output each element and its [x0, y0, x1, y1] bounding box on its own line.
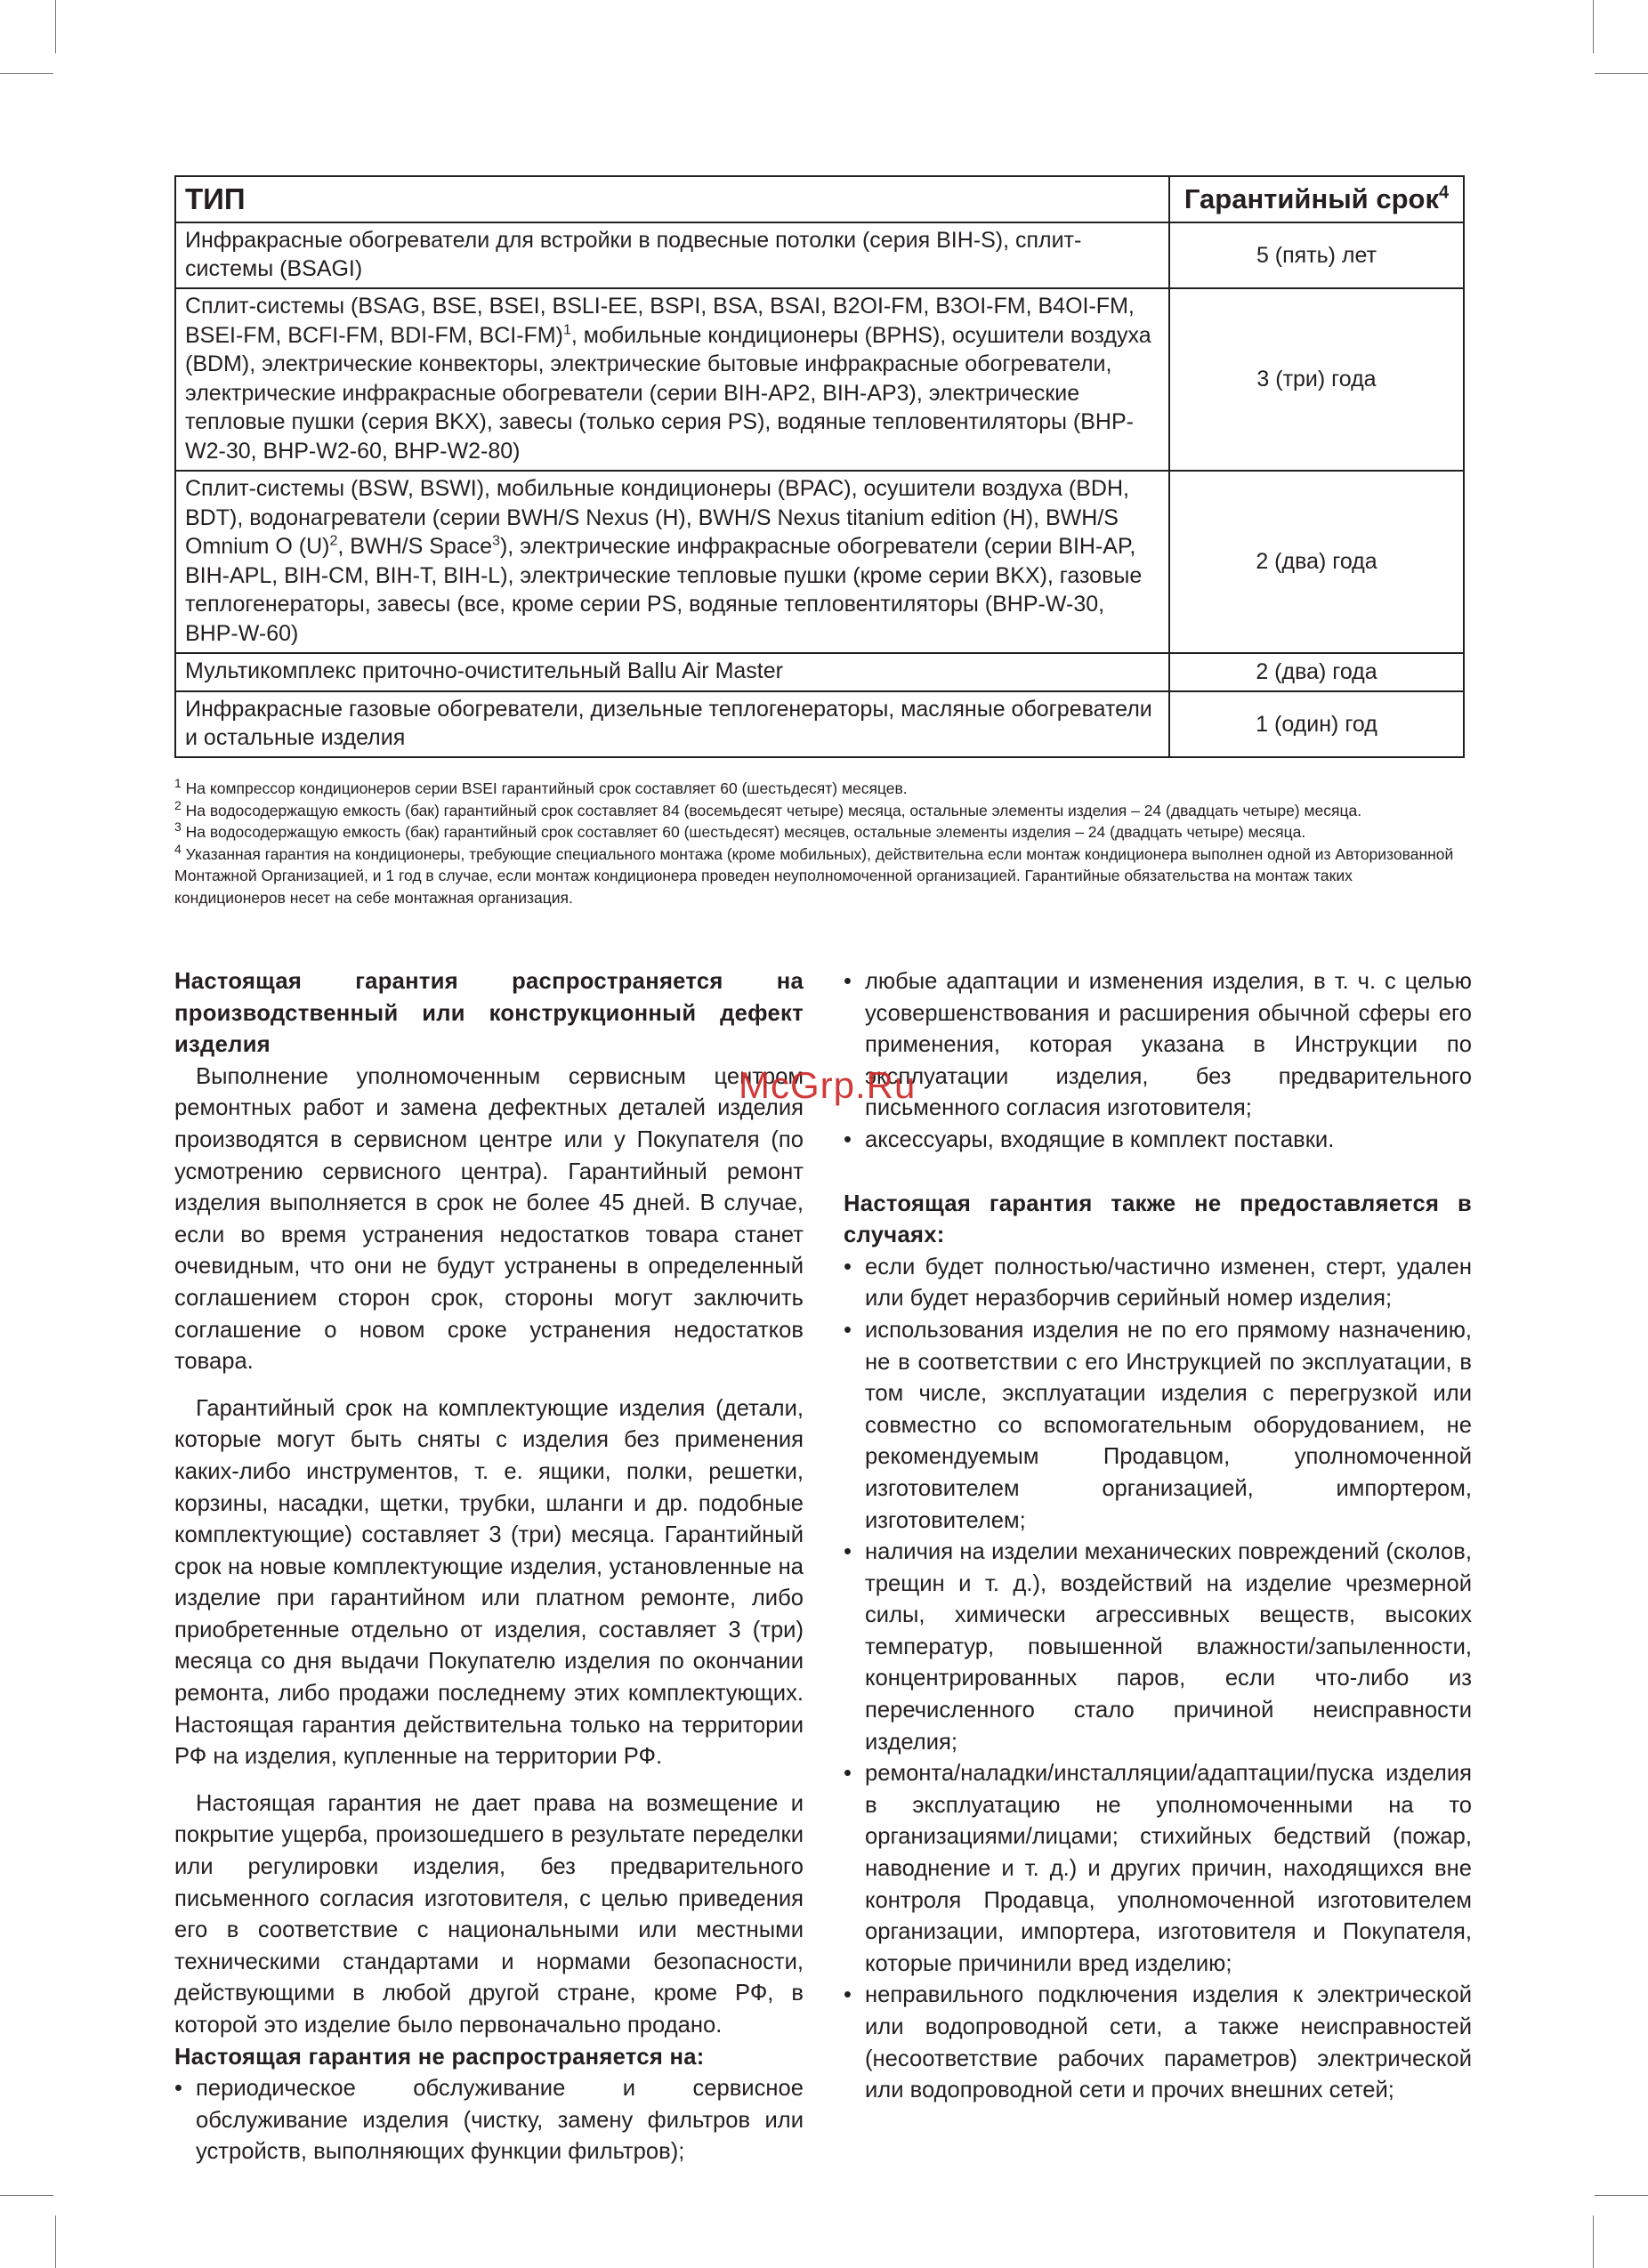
list-item: • любые адаптации и изменения изделия, в т. ч. с целью усовершенствования и расширения обычной сферы его применения, которая указана в Инструкции по эксплуатации изделия, без предварительного письменного согласия изготовителя;: [844, 966, 1472, 1125]
list-item: • наличия на изделии механических повреждений (сколов, трещин и т. д.), воздействий на изделие чрезмерной силы, химически агрессивных веществ, высоких температур, повышенной влажности/запыленности, концентрированных паров, если что-либо из перечисленного стало причиной неисправности изделия;: [844, 1537, 1472, 1758]
list-item: • аксессуары, входящие в комплект поставки.: [844, 1125, 1472, 1157]
watermark: McGrp.Ru: [739, 1064, 917, 1106]
table-row: [175, 288, 1464, 471]
table-row: [175, 691, 1464, 757]
row-type: Сплит-системы (BSAG, BSE, BSEI, BSLI-EE, BSPI, BSA, BSAI, B2OI-FM, B3OI-FM, B4OI-FM, BSEI-FM, BCFI-FM, BDI-FM, BCI-FM)$^1$, мобильные кондиционеры (BPHS), осушители воздуха (BDM), электрические конвекторы, электрические бытовые инфракрасные обогреватели, электрические инфракрасные обогреватели (серии BIH-AP2, BIH-AP3), электрические тепловые пушки (серия BKX), завесы (только серия PS), водяные тепловентиляторы (BHP-W2-30, BHP-W2-60, BHP-W2-80): [175, 288, 1169, 471]
paragraph: Выполнение уполномоченным сервисным центром ремонтных работ и замена дефектных деталей изделия производятся в сервисном центре или у Покупателя (по усмотрению сервисного центра). Гарантийный ремонт изделия выполняется в срок не более 45 дней. В случае, если во время устранения недостатков товара станет очевидным, что они не будут устранены в определенный соглашением сторон срок, стороны могут заключить соглашение о новом сроке устранения недостатков товара.: [174, 1063, 804, 1375]
warranty-table: [174, 175, 1465, 758]
section-heading: Настоящая гарантия не распространяется на:: [174, 2044, 705, 2070]
crop-mark: [0, 73, 53, 74]
footnotes: [174, 778, 1466, 908]
column-header-type: ТИП: [175, 176, 1169, 222]
row-term: 2 (два) года: [1169, 653, 1464, 691]
table-row: [175, 653, 1464, 691]
row-type: Мультикомплекс приточно-очистительный Ballu Air Master: [175, 653, 1169, 691]
row-type: Инфракрасные газовые обогреватели, дизельные теплогенераторы, масляные обогреватели и остальные изделия: [175, 691, 1169, 757]
paragraph: Настоящая гарантия не дает права на возмещение и покрытие ущерба, произошедшего в результате переделки или регулировки изделия, без предварительного письменного согласия изготовителя, с целью приведения его в соответствие с национальными или местными техническими стандартами и нормами безопасности, действующими в любой другой стране, кроме РФ, в которой это изделие было первоначально продано.: [174, 1790, 804, 2038]
crop-mark: [55, 2216, 56, 2268]
table-row: [175, 222, 1464, 288]
row-term: 1 (один) год: [1169, 691, 1464, 757]
row-term: 3 (три) года: [1169, 288, 1464, 471]
footnote-1: $^1$ На компрессор кондиционеров серии BSEI гарантийный срок составляет 60 (шестьдесят) месяцев.: [174, 776, 908, 797]
footnote-3: $^3$ На водосодержащую емкость (бак) гарантийный срок составляет 60 (шестьдесят) месяцев, остальные элементы изделия – 24 (двадцать четыре) месяца.: [174, 819, 1306, 841]
list-item: • периодическое обслуживание и сервисное обслуживание изделия (чистку, замену фильтров или устройств, выполняющих функции фильтров);: [174, 2073, 804, 2168]
list-item: • неправильного подключения изделия к электрической или водопроводной сети, а также неисправностей (несоответствие рабочих параметров) электрической или водопроводной сети и прочих внешних сетей;: [844, 1980, 1472, 2106]
section-heading: Настоящая гарантия также не предоставляется в случаях:: [844, 1190, 1472, 1248]
section-heading: Настоящая гарантия распространяется на производственный или конструкционный дефект изделия: [174, 969, 804, 1058]
crop-mark: [0, 2195, 53, 2196]
list-item: • ремонта/наладки/инсталляции/адаптации/пуска изделия в эксплуатацию не уполномоченными на то организациями/лицами; стихийных бедствий (пожар, наводнение и т. д.) и других причин, находящихся вне контроля Продавца, уполномоченной изготовителем организации, импортера, изготовителя и Покупателя, которые причинили вред изделию;: [844, 1758, 1472, 1980]
column-header-term: Гарантийный срок$^4$: [1169, 176, 1464, 222]
row-type: Сплит-системы (BSW, BSWI), мобильные кондиционеры (BPAC), осушители воздуха (BDH, BDT), водонагреватели (серии BWH/S Nexus (H), BWH/S Nexus titanium edition (H), BWH/S Omnium O $(U)^2$, BWH/S Space$^3$), электрические инфракрасные обогреватели (серии BIH-AP, BIH-APL, BIH-CM, BIH-T, BIH-L), электрические тепловые пушки (кроме серии BKX), газовые теплогенераторы, завесы (все, кроме серии PS, водяные тепловентиляторы (BHP-W-30, BHP-W-60): [175, 471, 1169, 653]
list-item: • использования изделия не по его прямому назначению, не в соответствии с его Инструкцией по эксплуатации, в том числе, эксплуатации изделия с перегрузкой или совместно со вспомогательным оборудованием, не рекомендуемым Продавцом, уполномоченной изготовителем организацией, импортером, изготовителем;: [844, 1315, 1472, 1537]
right-column: [844, 966, 1472, 2107]
paragraph: Гарантийный срок на комплектующие изделия (детали, которые могут быть сняты с изделия без применения каких-либо инструментов, т. е. ящики, полки, решетки, корзины, насадки, щетки, трубки, шланги и др. подобные комплектующие) составляет 3 (три) месяца. Гарантийный срок на новые комплектующие изделия, установленные на изделие при гарантийном или платном ремонте, либо приобретенные отдельно от изделия, составляет 3 (три) месяца со дня выдачи Покупателю изделия по окончании ремонта, либо продажи последнему этих комплектующих. Настоящая гарантия действительна только на территории РФ на изделия, купленные на территории РФ.: [174, 1395, 804, 1770]
footnote-2: $^2$ На водосодержащую емкость (бак) гарантийный срок составляет 84 (восемьдесят четыре) месяца, остальные элементы изделия – 24 (двадцать четыре) месяца.: [174, 797, 1362, 819]
row-term: 5 (пять) лет: [1169, 222, 1464, 288]
footnote-4: $^4$ Указанная гарантия на кондиционеры, требующие специального монтажа (кроме мобильных), действительна если монтаж кондиционера выполнен одной из Авторизованной Монтажной Организацией, и 1 год в случае, если монтаж кондиционера проведен неуполномоченной организацией. Гарантийные обязательства на монтаж таких кондиционеров несет на себе монтажная организация.: [174, 841, 1454, 907]
crop-mark: [55, 0, 56, 53]
left-column: [174, 966, 804, 2168]
crop-mark: [1595, 2195, 1648, 2196]
exclusion-list: [174, 2073, 804, 2168]
crop-mark: [1593, 2216, 1594, 2268]
crop-mark: [1595, 73, 1648, 74]
list-item: • если будет полностью/частично изменен, стерт, удален или будет неразборчив серийный номер изделия;: [844, 1252, 1472, 1315]
table-header-row: [175, 176, 1464, 222]
table-row: [175, 471, 1464, 653]
row-type: Инфракрасные обогреватели для встройки в подвесные потолки (серия BIH-S), сплит-системы (BSAGI): [175, 222, 1169, 288]
row-term: 2 (два) года: [1169, 471, 1464, 653]
crop-mark: [1593, 0, 1594, 53]
exclusion-list-continued: [844, 966, 1472, 1157]
cases-list: [844, 1252, 1472, 2107]
